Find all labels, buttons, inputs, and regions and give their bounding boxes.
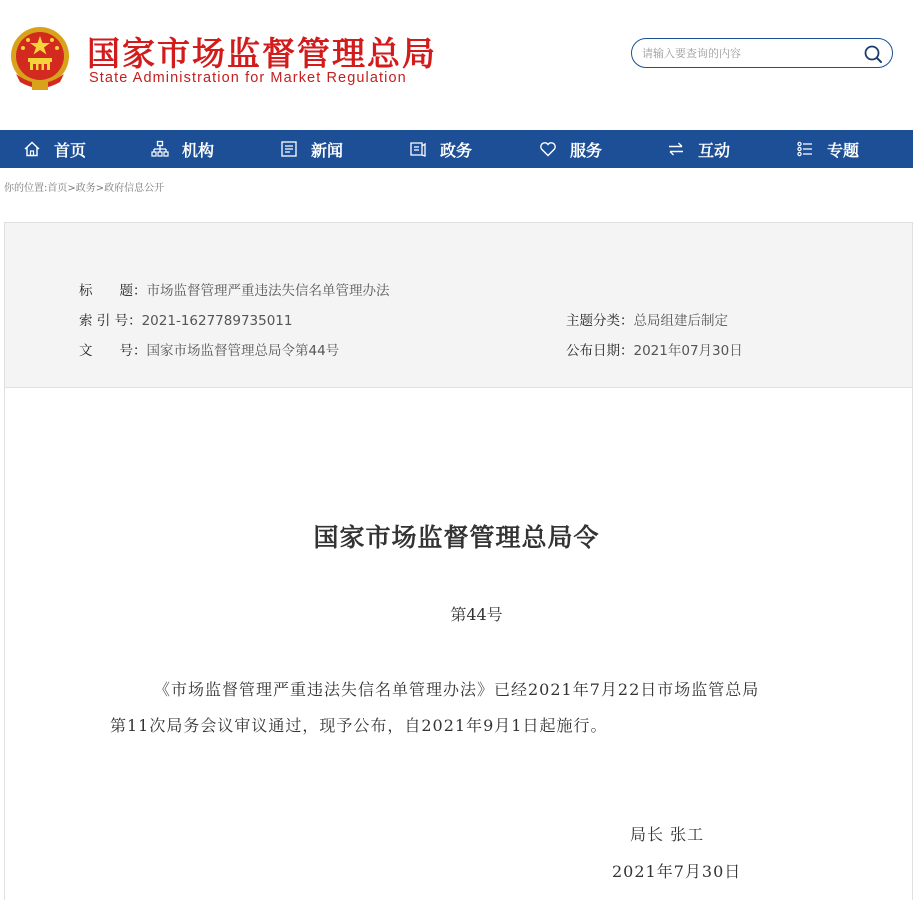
nav-item-label: 专题	[827, 140, 860, 160]
search-button[interactable]	[862, 43, 884, 65]
site-subtitle: State Administration for Market Regulation	[89, 70, 407, 86]
breadcrumb-separator: >	[67, 183, 76, 194]
nav-item-label: 政务	[440, 140, 473, 160]
nav-item-label: 首页	[54, 140, 87, 160]
breadcrumb-separator: >	[95, 183, 105, 194]
nav-item-label: 机构	[182, 140, 215, 160]
article-heading: 国家市场监督管理总局令	[313, 523, 600, 552]
news-icon	[279, 139, 299, 159]
nav-item-news[interactable]	[279, 130, 343, 168]
breadcrumb-info-link[interactable]: 政府信息公开	[104, 183, 165, 194]
main-nav	[0, 130, 913, 168]
breadcrumb-gov-link[interactable]: 政务	[75, 183, 96, 194]
nav-item-topics[interactable]	[795, 130, 859, 168]
breadcrumb	[4, 179, 164, 194]
info-date-label: 公布日期：	[566, 343, 634, 359]
org-chart-icon	[150, 139, 170, 159]
info-date-row	[566, 339, 743, 359]
national-emblem-icon[interactable]	[8, 26, 72, 92]
nav-item-service[interactable]	[538, 130, 602, 168]
info-docno-row	[79, 339, 339, 359]
article-paragraph-line: 《市场监督管理严重违法失信名单管理办法》已经2021年7月22日市场监管总局	[154, 680, 760, 699]
article-order-number: 第44号	[450, 605, 503, 624]
info-docno-label: 文 号：	[79, 343, 147, 359]
nav-item-home[interactable]	[22, 130, 86, 168]
info-category-value: 总局组建后制定	[633, 313, 728, 329]
info-title-value: 市场监督管理严重违法失信名单管理办法	[146, 283, 390, 299]
article-sign-date: 2021年7月30日	[612, 862, 742, 881]
info-index-value: 2021-1627789735011	[141, 313, 293, 329]
nav-item-org[interactable]	[150, 130, 214, 168]
nav-item-label: 互动	[698, 140, 731, 160]
heart-icon	[538, 139, 558, 159]
search-input[interactable]	[642, 44, 852, 62]
info-category-label: 主题分类：	[566, 313, 634, 329]
topic-list-icon	[795, 139, 815, 159]
search-icon	[862, 43, 884, 65]
info-title-label: 标 题：	[79, 283, 147, 299]
info-docno-value: 国家市场监督管理总局令第44号	[146, 343, 340, 359]
article-paragraph-line: 第11次局务会议审议通过，现予公布，自2021年9月1日起施行。	[110, 716, 608, 735]
breadcrumb-prefix: 你的位置:	[4, 183, 48, 194]
nav-item-label: 服务	[570, 140, 603, 160]
article-signer: 局长 张工	[630, 825, 705, 844]
info-index-row	[79, 309, 292, 329]
nav-item-interact[interactable]	[666, 130, 730, 168]
info-category-row	[566, 309, 728, 329]
site-header	[0, 0, 913, 130]
nav-item-gov[interactable]	[408, 130, 472, 168]
breadcrumb-home-link[interactable]: 首页	[47, 183, 68, 194]
exchange-arrows-icon	[666, 139, 686, 159]
nav-item-label: 新闻	[311, 140, 344, 160]
info-index-label: 索 引 号：	[79, 313, 142, 329]
home-icon	[22, 139, 42, 159]
info-date-value: 2021年07月30日	[633, 343, 743, 359]
site-title[interactable]: 国家市场监督管理总局	[87, 34, 437, 73]
search-box	[631, 38, 893, 68]
article-body	[4, 388, 913, 900]
document-info-panel	[4, 222, 913, 388]
info-title-row	[79, 279, 390, 299]
gov-affairs-icon	[408, 139, 428, 159]
